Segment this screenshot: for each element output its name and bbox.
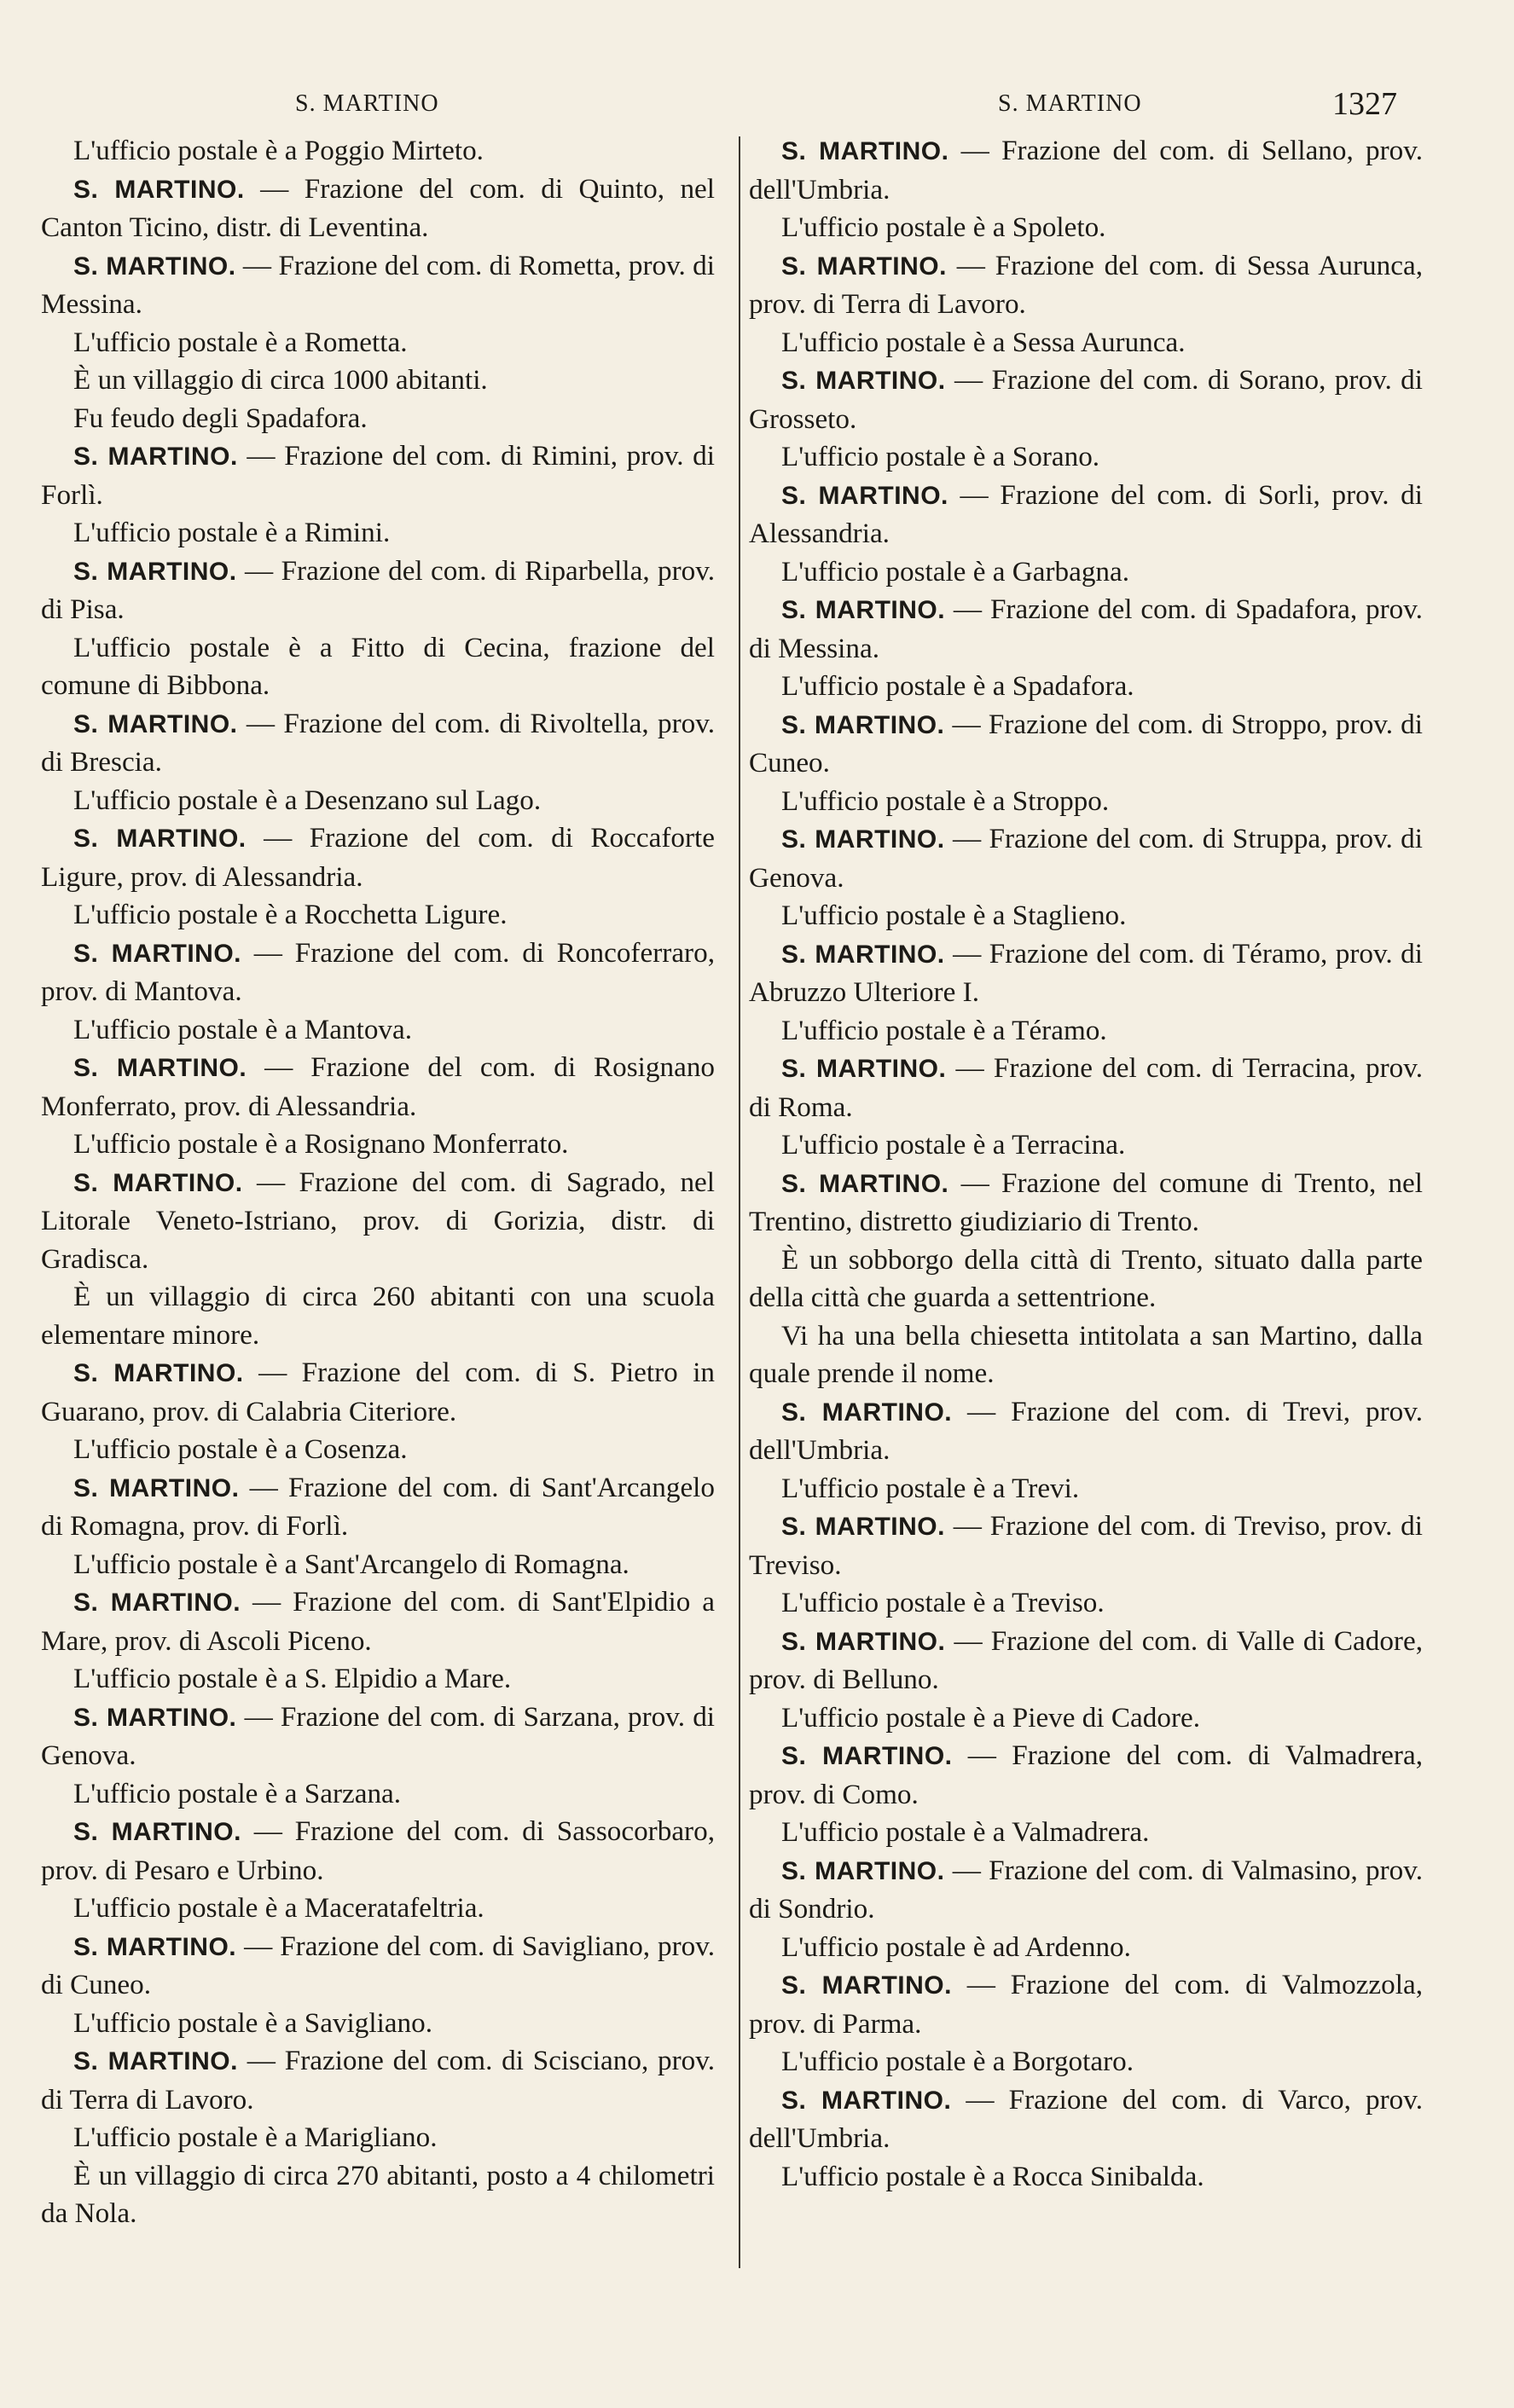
entry-note [41,132,715,171]
entry-text: — Frazione del com. di Terracina, prov. di Roma. [749,1052,1423,1123]
entry-text: — Frazione del com. di Riparbella, prov. di Pisa. [41,554,715,625]
entry-text: — Frazione del com. di Sarzana, prov. di Genova. [41,1700,716,1771]
entry [41,171,715,247]
entry-note [749,438,1423,477]
entry-headword: S. MARTINO. [781,1398,953,1427]
entry [41,1469,715,1546]
entry-headword: S. MARTINO. [73,443,238,471]
entry-text: L'ufficio postale è a Stroppo. [781,784,1110,817]
entry-text: L'ufficio postale è a Rocca Sinibalda. [781,2160,1204,2192]
entry-note [41,1431,715,1469]
entry-text: L'ufficio postale è a Garbagna. [781,555,1130,588]
entry-note [41,362,715,400]
entry [41,1583,715,1660]
entry-note [749,1470,1423,1508]
entry-text: L'ufficio postale è a Fitto di Cecina, frazione del comune di Bibbona. [41,631,715,701]
entry-text: — Frazione del com. di Sellano, prov. dell'Umbria. [749,135,1423,205]
entry-text: — Frazione del com. di Rosignano Monferrato, prov. di Alessandria. [41,1051,716,1122]
entry-note [41,1126,715,1164]
entry-text: L'ufficio postale è a Terracina. [781,1129,1126,1161]
entry-note [41,514,715,553]
entry-note [749,1242,1423,1317]
entry-note [41,629,715,705]
entry-note [749,2043,1423,2081]
entry-text: L'ufficio postale è a Rocchetta Ligure. [73,899,508,930]
entry [41,1049,715,1126]
entry [41,1164,715,1279]
entry-text: Fu feudo degli Spadafora. [73,402,368,434]
entry-note [41,1660,715,1699]
entry-headword: S. MARTINO. [73,252,236,281]
entry [749,1165,1423,1242]
entry-text: L'ufficio postale è a Borgotaro. [781,2046,1134,2077]
entry-text: — Frazione del com. di Savigliano, prov. di Cuneo. [41,1930,715,2000]
entry [41,819,715,896]
entry-headword: S. MARTINO. [781,252,947,281]
entry-text: L'ufficio postale è a Spoleto. [781,211,1106,243]
entry-headword: S. MARTINO. [73,1703,237,1732]
entry [41,247,715,324]
entry-text: — Frazione del com. di Valmadrera, prov. di Como. [749,1739,1423,1810]
entry-note [749,1814,1423,1852]
entry-text: L'ufficio postale è a Sorano. [781,441,1100,472]
entry [749,1393,1423,1470]
entry-text: L'ufficio postale è a Valmadrera. [781,1816,1150,1848]
entry-text: È un sobborgo della città di Trento, situato dalla parte della città che guarda a settentrione. [749,1243,1423,1313]
entry-note [749,897,1423,935]
entry-note [749,1317,1423,1393]
entry-text: L'ufficio postale è a Staglieno. [781,900,1127,931]
entry-headword: S. MARTINO. [73,1589,241,1617]
running-head-left: S. MARTINO [295,90,439,117]
entry-headword: S. MARTINO. [73,939,241,968]
entry-headword: S. MARTINO. [781,2086,952,2115]
entry [41,2042,715,2119]
entry-text: L'ufficio postale è a Trevi. [781,1472,1080,1504]
entry-text: L'ufficio postale è a S. Elpidio a Mare. [73,1663,512,1694]
entry-text: — Frazione del com. di Roncoferraro, prov. di Mantova. [41,936,715,1007]
entry-note [41,2119,715,2157]
entry [41,705,715,782]
entry-note [41,2005,715,2043]
entry-headword: S. MARTINO. [73,175,245,204]
entry-text: È un villaggio di circa 260 abitanti con una scuola elementare minore. [41,1281,715,1351]
entry-text: — Frazione del com. di Rivoltella, prov. di Brescia. [41,707,716,778]
entry-headword: S. MARTINO. [781,481,948,510]
entry-text: — Frazione del com. di Spadafora, prov. di Messina. [749,593,1423,664]
entry-headword: S. MARTINO. [781,1856,945,1885]
entry-text: — Frazione del com. di Roccaforte Ligure, prov. di Alessandria. [41,822,715,893]
entry-text: — Frazione del com. di S. Pietro in Guarano, prov. di Calabria Citeriore. [41,1357,716,1427]
entry-headword: S. MARTINO. [781,1627,946,1656]
entry-text: L'ufficio postale è a Rimini. [73,517,391,548]
entry-text: L'ufficio postale è a Sant'Arcangelo di Romagna. [73,1548,629,1580]
entry-headword: S. MARTINO. [781,367,946,395]
entry-text: L'ufficio postale è a Maceratafeltria. [73,1892,484,1924]
entry-text: — Frazione del com. di Stroppo, prov. di Cuneo. [749,708,1424,779]
entry [749,132,1423,209]
entry [41,553,715,629]
entry-headword: S. MARTINO. [73,1359,244,1387]
entry-note [41,324,715,362]
entry-text: L'ufficio postale è ad Ardenno. [781,1930,1131,1963]
entry-note [41,1278,715,1354]
entry-headword: S. MARTINO. [73,1168,243,1197]
entry [749,1623,1423,1699]
entry-headword: S. MARTINO. [781,1742,953,1770]
entry-note [749,668,1423,706]
entry-note [749,783,1423,821]
entry-text: — Frazione del com. di Sessa Aurunca, prov. di Terra di Lavoro. [749,249,1423,320]
entry-text: L'ufficio postale è a Spadafora. [781,670,1134,702]
entry-headword: S. MARTINO. [73,2047,238,2075]
entry-text: — Frazione del com. di Rometta, prov. di Messina. [41,249,716,320]
entry-headword: S. MARTINO. [781,1513,945,1541]
entry-headword: S. MARTINO. [781,825,945,854]
entry-note [41,782,715,820]
entry-text: È un villaggio di circa 270 abitanti, posto a 4 chilometri da Nola. [41,2159,715,2229]
entry [41,1354,715,1431]
entry-text: È un villaggio di circa 1000 abitanti. [73,364,488,396]
entry-text: — Frazione del com. di Sant'Elpidio a Mare, prov. di Ascoli Piceno. [41,1586,715,1657]
entry [749,706,1423,783]
entry [749,591,1423,668]
entry-note [41,1011,715,1050]
entry-note [41,1546,715,1584]
entry-text: — Frazione del com. di Struppa, prov. di Genova. [749,823,1423,894]
entry-note [41,1775,715,1814]
entry-text: L'ufficio postale è a Savigliano. [73,2006,433,2039]
entry-headword: S. MARTINO. [73,825,247,853]
entry-headword: S. MARTINO. [781,137,949,165]
entry-note [749,1126,1423,1165]
entry-text: L'ufficio postale è a Sarzana. [73,1777,402,1809]
entry-headword: S. MARTINO. [73,1818,241,1846]
entry-text: — Frazione del com. di Valmozzola, prov. di Parma. [749,1969,1423,2040]
entry [749,2081,1423,2158]
entry [749,820,1423,897]
entry-note [749,209,1423,247]
entry-text: L'ufficio postale è a Mantova. [73,1013,413,1045]
entry-text: — Frazione del com. di Varco, prov. dell'Umbria. [749,2083,1423,2154]
entry-text: L'ufficio postale è a Rosignano Monferrato. [73,1128,569,1160]
entry [749,362,1423,438]
entry-headword: S. MARTINO. [781,940,945,969]
entry-headword: S. MARTINO. [781,596,946,624]
right-column [749,132,1423,2196]
entry [41,437,715,514]
entry-note [41,1890,715,1928]
entry-text: — Frazione del com. di Rimini, prov. di Forlì. [41,440,715,511]
entry-note [749,2158,1423,2197]
column-divider [739,136,740,2268]
entry-text: — Frazione del com. di Téramo, prov. di Abruzzo Ulteriore I. [749,937,1423,1008]
running-head-right: S. MARTINO [998,90,1142,117]
entry-headword: S. MARTINO. [781,1169,949,1198]
left-column [41,132,715,2233]
entry-text: Vi ha una bella chiesetta intitolata a san Martino, dalla quale prende il nome. [749,1319,1423,1389]
entry-headword: S. MARTINO. [73,1054,247,1082]
entry-text: — Frazione del com. di Sorano, prov. di Grosseto. [749,364,1423,435]
entry-note [749,1584,1423,1623]
entry [749,1737,1423,1814]
entry-note [41,400,715,438]
entry-text: — Frazione del com. di Quinto, nel Canton Ticino, distr. di Leventina. [41,172,716,243]
entry-headword: S. MARTINO. [781,1055,947,1083]
entry-text: L'ufficio postale è a Pieve di Cadore. [781,1701,1201,1734]
page-number: 1327 [1332,86,1397,122]
entry-text: L'ufficio postale è a Marigliano. [73,2121,438,2153]
entry-text: — Frazione del com. di Trevi, prov. dell'Umbria. [749,1395,1423,1466]
entry-text: — Frazione del comune di Trento, nel Trentino, distretto giudiziario di Trento. [749,1166,1424,1237]
entry-note [749,324,1423,362]
entry [749,1508,1423,1584]
entry-headword: S. MARTINO. [73,557,237,586]
entry-text: L'ufficio postale è a Desenzano sul Lago. [73,784,542,816]
entry-text: L'ufficio postale è a Treviso. [781,1587,1105,1618]
entry-note [41,2157,715,2233]
entry-note [749,1699,1423,1738]
entry [41,1813,715,1890]
entry-note [41,896,715,935]
entry-note [749,1929,1423,1967]
entry-text: — Frazione del com. di Sorli, prov. di Alessandria. [749,478,1423,549]
entry-text: — Frazione del com. di Valle di Cadore, prov. di Belluno. [749,1624,1424,1695]
entry-text: — Frazione del com. di Scisciano, prov. di Terra di Lavoro. [41,2045,715,2116]
entry-headword: S. MARTINO. [73,1473,240,1502]
entry-text: — Frazione del com. di Treviso, prov. di Treviso. [749,1510,1423,1581]
entry-note [749,1012,1423,1051]
entry [749,1050,1423,1126]
entry-text: — Frazione del com. di Valmasino, prov. di Sondrio. [749,1854,1424,1925]
entry [41,935,715,1011]
entry [749,1852,1423,1929]
entry-text: — Frazione del com. di Sassocorbaro, prov. di Pesaro e Urbino. [41,1815,716,1886]
entry-text: L'ufficio postale è a Poggio Mirteto. [73,135,484,166]
entry-text: L'ufficio postale è a Sessa Aurunca. [781,326,1186,358]
entry-text: L'ufficio postale è a Rometta. [73,326,408,358]
entry-note [749,553,1423,592]
entry [41,1699,715,1775]
entry-text: L'ufficio postale è a Téramo. [781,1014,1107,1046]
entry-text: — Frazione del com. di Sant'Arcangelo di Romagna, prov. di Forlì. [41,1471,715,1542]
entry [41,1928,715,2005]
entry-text: L'ufficio postale è a Cosenza. [73,1433,408,1465]
entry-text: — Frazione del com. di Sagrado, nel Litorale Veneto-Istriano, prov. di Gorizia, distr. di Gradisca. [41,1166,715,1275]
entry-headword: S. MARTINO. [781,710,945,739]
entry [749,247,1423,324]
entry-headword: S. MARTINO. [781,1971,952,2000]
entry-headword: S. MARTINO. [73,709,238,738]
entry [749,935,1423,1012]
entry [749,477,1423,553]
entry [749,1966,1423,2043]
entry-headword: S. MARTINO. [73,1932,237,1961]
